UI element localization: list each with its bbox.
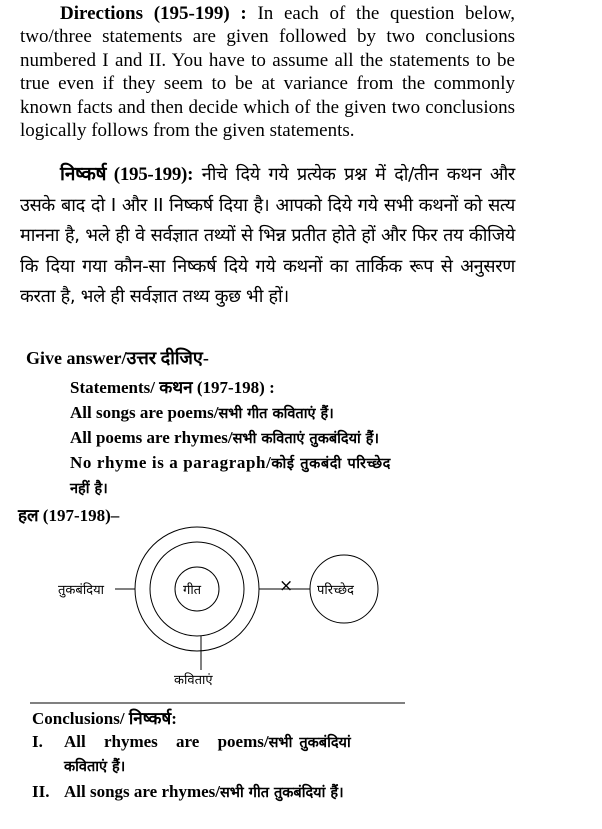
conclusion-1-en: All rhymes are poems/	[64, 732, 269, 751]
outer-label: तुकबंदिया	[58, 583, 104, 598]
statement-2-hi: सभी कविताएं तुकबंदियां हैं।	[232, 431, 379, 447]
cross-mark: ×	[279, 576, 294, 596]
statement-3-hi: कोई तुकबंदी परिच्छेद	[271, 456, 391, 472]
statement-2-en: All poems are rhymes/	[70, 428, 233, 447]
conclusion-2-num: II.	[32, 782, 50, 801]
statement-1-hi: सभी गीत कविताएं हैं।	[218, 406, 334, 422]
inner-label: गीत	[183, 583, 202, 598]
conclusion-1-wrap	[64, 756, 125, 776]
give-answer-heading: Give answer/उत्तर दीजिए-	[26, 348, 209, 368]
conclusion-2-hi: सभी गीत तुकबंदियां हैं।	[220, 785, 344, 801]
conclusion-1-num: I.	[32, 732, 43, 751]
conclusion-2	[32, 782, 344, 802]
statement-3-wrap-text: नहीं है।	[70, 481, 108, 497]
nishkarsh-text: नीचे दिये गये प्रत्येक प्रश्न में दो/तीन कथन और उसके बाद दो I और II निष्कर्ष दिया है। आपको दिये गये सभी कथनों को सत्य मानना है, भले ही वे सर्वज्ञात तथ्यों से भिन्न प्रतीत होते हों और फिर तय कीजिये कि दिया गया कौन-सा निष्कर्ष दिये गये कथनों का तार्किक रूप से अनुसरण करता है, भले ही सर्वज्ञात तथ्य कुछ भी हों।	[20, 164, 515, 307]
statement-3-en: No rhyme is a paragraph/	[70, 453, 272, 472]
directions-text: In each of the question below, two/three statements are given followed by two conclusions numbered I and II. You have to assume all the statements to be true even if they seem to be at variance from the commonly known facts and then decide which of the given two conclusions logically follows from the given statements.	[20, 3, 516, 142]
statement-1-en: All songs are poems/	[70, 403, 219, 422]
separate-label: परिच्छेद	[317, 583, 354, 598]
conclusion-1-hi: सभी तुकबंदियां	[268, 735, 351, 751]
nishkarsh-label: निष्कर्ष (195-199):	[60, 164, 194, 185]
conclusion-1	[32, 732, 351, 752]
conclusions-title-text: Conclusions/ निष्कर्ष:	[32, 709, 177, 728]
statements-title-text: Statements/ कथन (197-198) :	[70, 378, 275, 397]
directions-label: Directions (195-199) :	[60, 3, 247, 24]
conclusion-2-en: All songs are rhymes/	[64, 782, 220, 801]
solution-heading: हल (197-198)–	[18, 506, 120, 525]
conclusions-title	[32, 706, 177, 729]
conclusion-1-wrap-text: कविताएं हैं।	[64, 759, 126, 775]
middle-label: कविताएं	[174, 673, 213, 688]
